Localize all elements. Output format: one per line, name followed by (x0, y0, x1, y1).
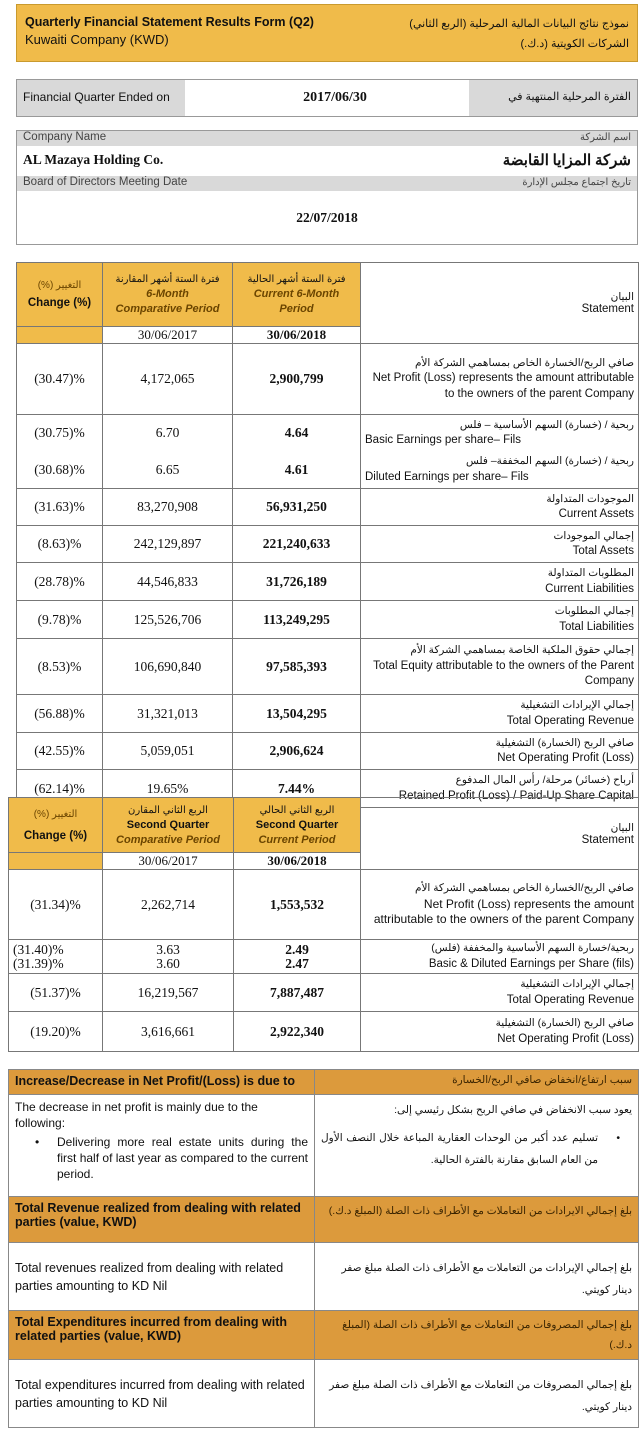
current-date: 30/06/2018 (233, 327, 361, 344)
form-header (16, 4, 638, 62)
q-comparative-date: 30/06/2017 (103, 853, 234, 870)
table-row: (31.63)% 83,270,908 56,931,250 الموجودات المتداولة Current Assets (17, 489, 639, 526)
q-current-header: الربع الثاني الحالي Second Quarter Current Period (234, 798, 361, 853)
meeting-date-label-ar: تاريخ اجتماع مجلس الإدارة (522, 177, 631, 188)
table-row: (31.34)% 2,262,714 1,553,532 صافي الربح/الخسارة الخاص بمساهمي الشركة الأم Net Profit (Loss) represents the amount attributable to the owners of the parent Company (9, 870, 639, 940)
q-change-header: التغيير (%) Change (%) (9, 798, 103, 853)
table-row: (30.47)% 4,172,065 2,900,799 صافي الربح/الخسارة الخاص بمساهمي الشركة الأم Net Profit (Loss) represents the amount attributable to the owners of the parent Company (17, 344, 639, 415)
expenditure-related-body: Total expenditures incurred from dealing with related parties amounting to KD Nil (9, 1360, 315, 1428)
table-row: (8.53)% 106,690,840 97,585,393 إجمالي حقوق الملكية الخاصة بمساهمي الشركة الأم Total Equity attributable to the owners of the Parent Company (17, 639, 639, 695)
expenditure-related-title-ar: بلغ إجمالي المصروفات من التعاملات مع الأطراف ذات الصلة (المبلغ د.ك.) (315, 1311, 639, 1360)
table-row: (42.55)% 5,059,051 2,906,624 صافي الربح (الخسارة) التشغيلية Net Operating Profit (Loss) (17, 733, 639, 770)
table-row: (30.68)% 6.65 4.61 ربحية / (خسارة) السهم المخففة– فلس Diluted Earnings per share– Fils (17, 452, 639, 489)
list-item: • Delivering more real estate units during the first half of last year as compared to the current period. (33, 1134, 308, 1182)
company-name-label: Company Name (23, 131, 107, 143)
form-subtitle: Kuwaiti Company (KWD) (25, 32, 169, 47)
revenue-related-body: Total revenues realized from dealing with related parties amounting to KD Nil (9, 1243, 315, 1311)
notes-table (8, 1069, 639, 1428)
table-row: (31.40)% (31.39)% 3.63 3.60 2.49 2.47 ربحية/خسارة السهم الأساسية والمخففة (فلس) Basic & Diluted Earnings per Share (fils) (9, 940, 639, 974)
statement-header: البيان Statement (361, 263, 639, 344)
company-name-bar (17, 131, 637, 146)
quarter-ended-value: 2017/06/30 (303, 90, 367, 105)
net-profit-reason-title: Increase/Decrease in Net Profit/(Loss) is due to (9, 1070, 315, 1095)
form-title: Quarterly Financial Statement Results Form (Q2) (25, 15, 314, 29)
table-row: (19.20)% 3,616,661 2,922,340 صافي الربح (الخسارة) التشغيلية Net Operating Profit (Loss) (9, 1012, 639, 1052)
company-name-ar: شركة المزايا القابضة (502, 153, 631, 169)
q-statement-header: البيان Statement (361, 798, 639, 870)
change-header: التغيير (%) Change (%) (17, 263, 103, 327)
comparative-date: 30/06/2017 (103, 327, 233, 344)
company-name: AL Mazaya Holding Co. (23, 152, 164, 167)
table-row: (51.37)% 16,219,567 7,887,487 إجمالي الإيرادات التشغيلية Total Operating Revenue (9, 974, 639, 1012)
company-block (16, 130, 638, 245)
net-profit-reason: The decrease in net profit is mainly due to the following: • Delivering more real estate units during the first half of last year as compared to the current period. (9, 1095, 315, 1197)
table-row: (9.78)% 125,526,706 113,249,295 إجمالي المطلوبات Total Liabilities (17, 601, 639, 639)
q-current-date: 30/06/2018 (234, 853, 361, 870)
six-month-table (16, 262, 639, 808)
net-profit-reason-title-ar: سبب ارتفاع/انخفاض صافي الربح/الخسارة (315, 1070, 639, 1095)
company-name-label-ar: اسم الشركة (580, 132, 631, 143)
net-profit-reason-ar: يعود سبب الانخفاض في صافي الربح بشكل رئيسي إلى: • تسليم عدد أكبر من الوحدات العقارية المباعة خلال النصف الأول من العام السابق مقارنة بالفترة الحالية. (315, 1095, 639, 1197)
revenue-related-title: Total Revenue realized from dealing with related parties (value, KWD) (9, 1197, 315, 1243)
table-row: (56.88)% 31,321,013 13,504,295 إجمالي الإيرادات التشغيلية Total Operating Revenue (17, 695, 639, 733)
list-item: • تسليم عدد أكبر من الوحدات العقارية المباعة خلال النصف الأول من العام السابق مقارنة بالفترة الحالية. (321, 1127, 622, 1171)
table-row: (28.78)% 44,546,833 31,726,189 المطلوبات المتداولة Current Liabilities (17, 563, 639, 601)
comparative-header: فترة الستة أشهر المقارنة 6-Month Comparative Period (103, 263, 233, 327)
quarter-ended-label: Financial Quarter Ended on (17, 80, 185, 116)
expenditure-related-body-ar: بلغ إجمالي المصروفات من التعاملات مع الأطراف ذات الصلة مبلغ صفر دينار كويتي. (315, 1360, 639, 1428)
expenditure-related-title: Total Expenditures incurred from dealing with related parties (value, KWD) (9, 1311, 315, 1360)
current-header: فترة الستة أشهر الحالية Current 6-Month Period (233, 263, 361, 327)
table-row: (30.75)% 6.70 4.64 ربحية / (خسارة) السهم الأساسية – فلس Basic Earnings per share– Fils (17, 415, 639, 452)
meeting-date: 22/07/2018 (296, 210, 358, 225)
table-row: (8.63)% 242,129,897 221,240,633 إجمالي الموجودات Total Assets (17, 526, 639, 563)
revenue-related-title-ar: بلغ إجمالي الايرادات من التعاملات مع الأطراف ذات الصلة (المبلغ د.ك.) (315, 1197, 639, 1243)
quarter-ended-row (16, 79, 638, 117)
quarterly-table (8, 797, 639, 1052)
meeting-date-bar (17, 176, 637, 191)
table-row: (62.14)% 19.65% 7.44% أرباح (خسائر) مرحلة/ رأس المال المدفوع Retained Profit (Loss) / Paid-Up Share Capital (17, 770, 639, 808)
form-subtitle-ar: الشركات الكويتية (د.ك.) (520, 38, 629, 50)
q-comparative-header: الربع الثاني المقارن Second Quarter Comparative Period (103, 798, 234, 853)
revenue-related-body-ar: بلغ إجمالي الإيرادات من التعاملات مع الأطراف ذات الصلة مبلغ صفر دينار كويتي. (315, 1243, 639, 1311)
meeting-date-label: Board of Directors Meeting Date (23, 176, 188, 188)
quarter-ended-label-ar: الفترة المرحلية المنتهية في (469, 80, 637, 116)
form-title-ar: نموذج نتائج البيانات المالية المرحلية (الربع الثاني) (409, 18, 629, 30)
